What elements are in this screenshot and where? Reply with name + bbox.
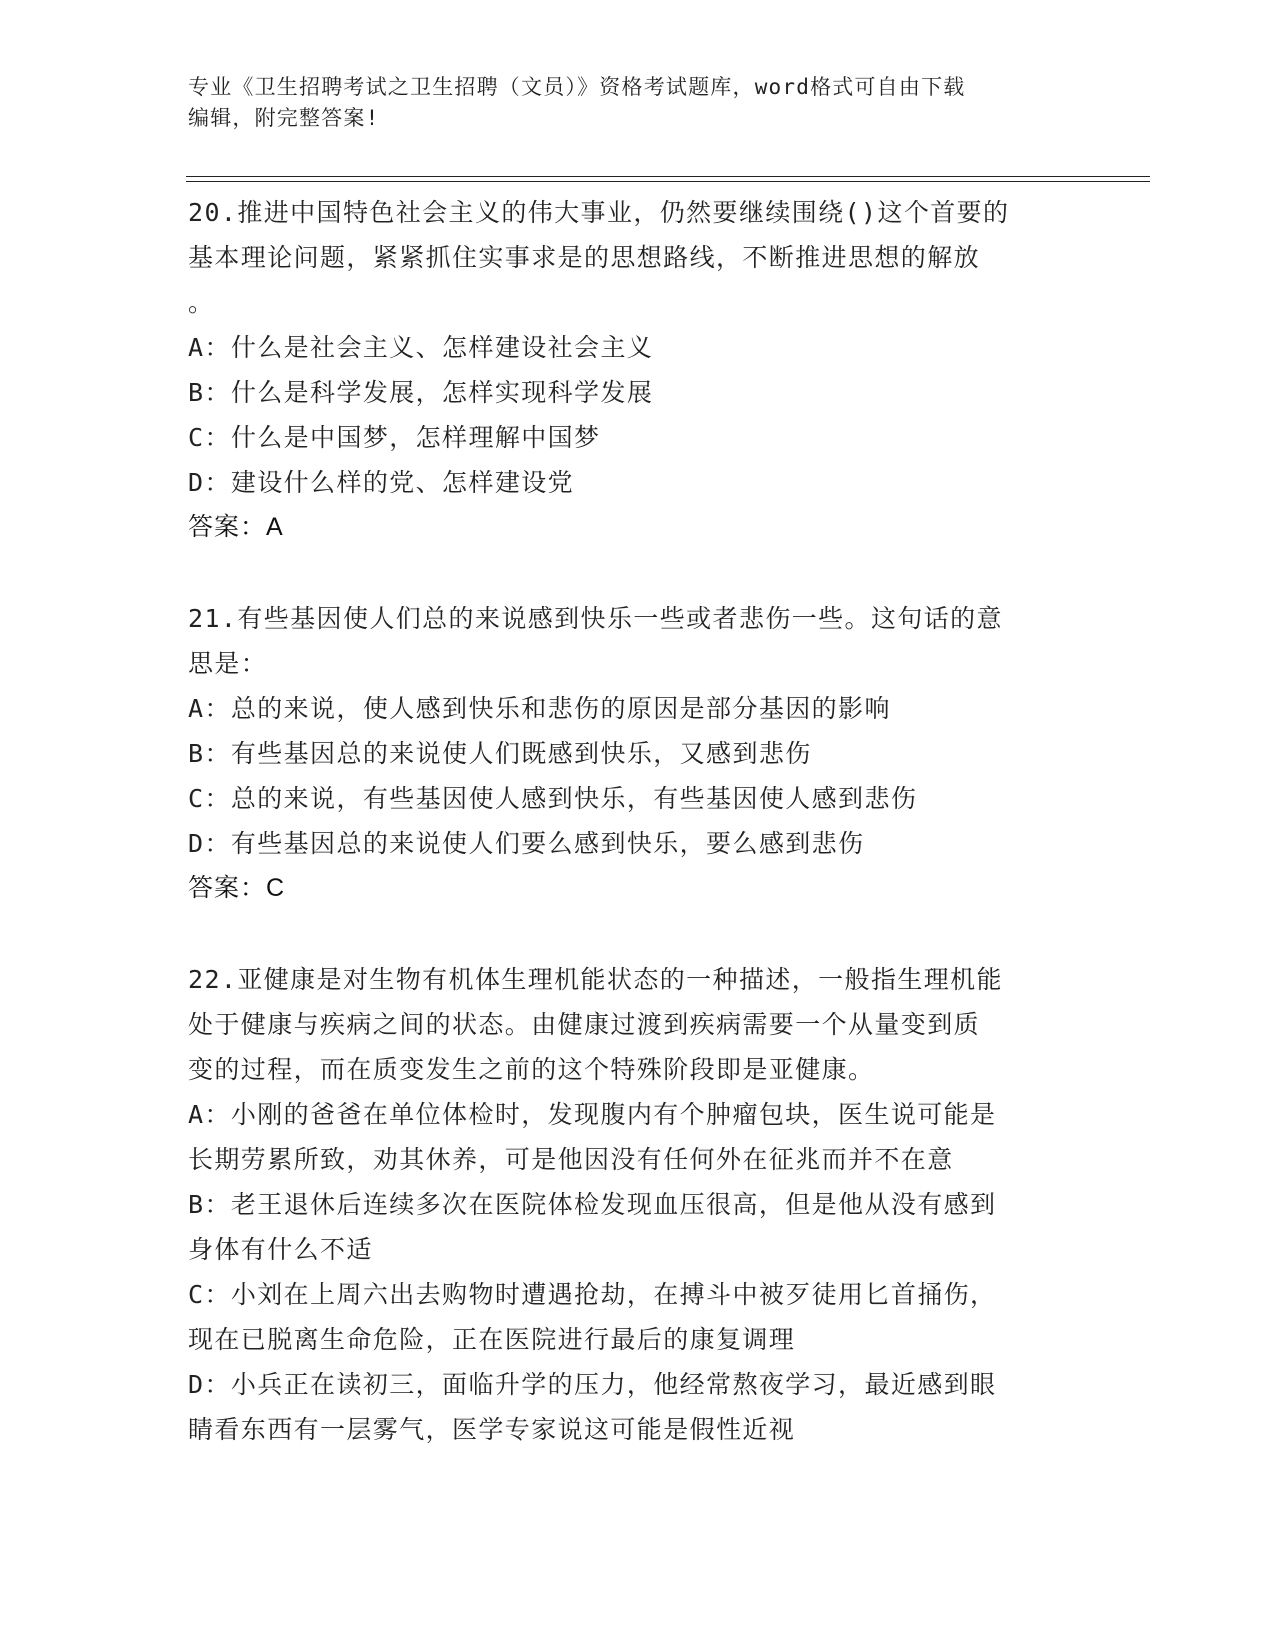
option-c: C：什么是中国梦，怎样理解中国梦 <box>188 423 601 452</box>
answer-label: 答案： <box>188 513 267 541</box>
question-stem-line: 基本理论问题，紧紧抓住实事求是的思想路线，不断推进思想的解放 <box>188 243 981 272</box>
question-stem-line: 思是： <box>188 649 268 678</box>
question-stem-line: 变的过程，而在质变发生之前的这个特殊阶段即是亚健康。 <box>188 1055 875 1084</box>
header-divider-bottom <box>186 181 1150 182</box>
option-b: B：什么是科学发展，怎样实现科学发展 <box>188 378 654 407</box>
question-stem-line: 处于健康与疾病之间的状态。由健康过渡到疾病需要一个从量变到质 <box>188 1010 981 1039</box>
answer-line <box>188 505 1088 550</box>
option-d: D：有些基因总的来说使人们要么感到快乐，要么感到悲伤 <box>188 829 865 858</box>
question-21 <box>188 596 1088 911</box>
option-b: B：有些基因总的来说使人们既感到快乐，又感到悲伤 <box>188 739 812 768</box>
header-line-1: 专业《卫生招聘考试之卫生招聘（文员）》资格考试题库，word格式可自由下载 <box>188 75 966 99</box>
answer-value: C <box>266 874 286 902</box>
option-c: C：总的来说，有些基因使人感到快乐，有些基因使人感到悲伤 <box>188 784 918 813</box>
option-b: B：老王退休后连续多次在医院体检发现血压很高，但是他从没有感到 <box>188 1190 997 1219</box>
option-a: A：小刚的爸爸在单位体检时，发现腹内有个肿瘤包块，医生说可能是 <box>188 1100 997 1129</box>
option-a: A：什么是社会主义、怎样建设社会主义 <box>188 333 654 362</box>
option-b-continued: 身体有什么不适 <box>188 1235 373 1264</box>
option-c-continued: 现在已脱离生命危险，正在医院进行最后的康复调理 <box>188 1325 796 1354</box>
question-20 <box>188 190 1088 550</box>
answer-label: 答案： <box>188 874 267 902</box>
option-d: D：小兵正在读初三，面临升学的压力，他经常熬夜学习，最近感到眼 <box>188 1370 997 1399</box>
option-d: D：建设什么样的党、怎样建设党 <box>188 468 575 497</box>
answer-value: A <box>266 513 284 541</box>
document-header <box>188 72 1068 134</box>
question-spacer <box>188 911 1088 957</box>
answer-line <box>188 866 1088 911</box>
header-line-2: 编辑，附完整答案! <box>188 106 380 130</box>
question-22 <box>188 957 1088 1452</box>
option-a: A：总的来说，使人感到快乐和悲伤的原因是部分基因的影响 <box>188 694 891 723</box>
question-spacer <box>188 550 1088 596</box>
question-stem-line: 21.有些基因使人们总的来说感到快乐一些或者悲伤一些。这句话的意 <box>188 604 1003 633</box>
option-a-continued: 长期劳累所致，劝其休养，可是他因没有任何外在征兆而并不在意 <box>188 1145 954 1174</box>
option-d-continued: 睛看东西有一层雾气，医学专家说这可能是假性近视 <box>188 1415 796 1444</box>
question-stem-line: 。 <box>188 288 215 317</box>
question-stem-line: 20.推进中国特色社会主义的伟大事业，仍然要继续围绕()这个首要的 <box>188 198 1010 227</box>
question-list <box>188 190 1088 1452</box>
option-c: C：小刘在上周六出去购物时遭遇抢劫，在搏斗中被歹徒用匕首捅伤， <box>188 1280 997 1309</box>
question-stem-line: 22.亚健康是对生物有机体生理机能状态的一种描述，一般指生理机能 <box>188 965 1003 994</box>
header-divider-top <box>186 176 1150 177</box>
